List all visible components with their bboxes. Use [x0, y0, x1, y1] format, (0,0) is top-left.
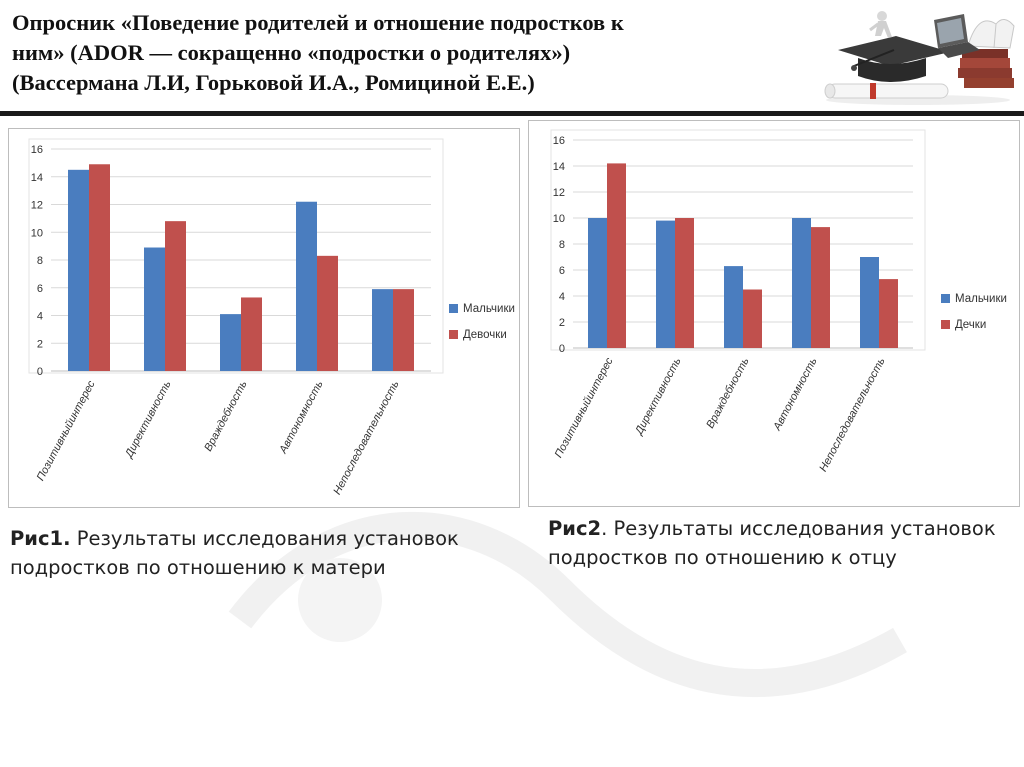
bar-boys: [144, 248, 165, 371]
y-tick-label: 6: [558, 265, 565, 277]
bar-girls: [89, 164, 110, 371]
y-tick-label: 6: [36, 282, 43, 295]
bar-boys: [372, 289, 393, 371]
legend-swatch: [449, 304, 458, 313]
y-tick-label: 4: [558, 291, 565, 303]
x-category-label: Позитивныйинтерес: [34, 378, 98, 483]
bar-girls: [675, 218, 694, 348]
y-tick-label: 8: [558, 239, 565, 251]
bar-girls: [241, 297, 262, 371]
caption-text: . Результаты исследования установок подростков по отношению к отцу: [548, 517, 996, 569]
chart-mother-svg: [9, 129, 519, 507]
legend-swatch: [449, 330, 458, 339]
caption-label: Рис2: [548, 517, 602, 540]
x-category-label: Позитивныйинтерес: [552, 355, 616, 460]
diploma-scroll-icon: [825, 83, 948, 99]
bar-boys: [656, 221, 675, 348]
bar-girls: [607, 163, 626, 348]
x-category-label: Автономность: [771, 355, 820, 433]
bar-girls: [165, 221, 186, 371]
x-category-label: Враждебность: [202, 378, 250, 454]
person-figure-icon: [870, 11, 892, 38]
bar-boys: [220, 314, 241, 371]
x-category-label: Непоследовательность: [331, 378, 402, 497]
y-tick-label: 4: [36, 310, 43, 323]
title-line: ним» (ADOR — сокращенно «подростки о родителях»): [12, 40, 571, 65]
y-tick-label: 14: [552, 161, 565, 173]
y-tick-label: 0: [558, 343, 565, 355]
y-tick-label: 2: [36, 338, 43, 351]
bar-girls: [811, 227, 830, 348]
y-tick-label: 12: [30, 199, 43, 212]
y-tick-label: 16: [30, 144, 43, 156]
bar-girls: [393, 289, 414, 371]
graduation-illustration: [818, 6, 1018, 106]
caption-figure-2: [548, 514, 1018, 572]
y-tick-label: 0: [36, 366, 43, 378]
chart-father-svg: [529, 121, 1019, 506]
y-tick-label: 12: [552, 187, 565, 199]
bar-girls: [743, 290, 762, 349]
caption-figure-1: [10, 524, 530, 582]
y-tick-label: 16: [552, 135, 565, 147]
x-category-label: Директивность: [633, 355, 684, 437]
bar-girls: [317, 256, 338, 371]
legend-label: Мальчики: [463, 303, 515, 315]
bar-boys: [588, 218, 607, 348]
legend-label: Девочки: [463, 329, 507, 341]
x-category-label: Автономность: [277, 378, 326, 456]
caption-text: Результаты исследования установок подростков по отношению к матери: [10, 527, 459, 579]
legend-swatch: [941, 294, 950, 303]
page-title: [12, 8, 812, 98]
books-icon: [958, 19, 1014, 88]
legend-label: Мальчики: [955, 293, 1007, 305]
y-tick-label: 10: [552, 213, 565, 225]
y-tick-label: 2: [558, 317, 565, 329]
y-tick-label: 10: [30, 227, 43, 240]
bar-boys: [724, 266, 743, 348]
bar-girls: [879, 279, 898, 348]
bar-boys: [792, 218, 811, 348]
x-category-label: Непоследовательность: [817, 355, 888, 474]
legend-label: Дечки: [955, 319, 987, 331]
y-tick-label: 8: [36, 255, 43, 267]
bar-boys: [68, 170, 89, 371]
y-tick-label: 14: [30, 171, 43, 184]
bar-boys: [860, 257, 879, 348]
caption-label: Рис1.: [10, 527, 71, 550]
bar-boys: [296, 202, 317, 371]
chart-mother: [8, 128, 520, 508]
title-line: Опросник «Поведение родителей и отношение подростков к: [12, 10, 624, 35]
x-category-label: Враждебность: [704, 355, 752, 431]
legend-swatch: [941, 320, 950, 329]
chart-father: [528, 120, 1020, 507]
x-category-label: Директивность: [123, 378, 174, 460]
title-line: (Вассермана Л.И, Горьковой И.А., Ромициной Е.Е.): [12, 70, 535, 95]
title-divider: [0, 111, 1024, 116]
graduation-cap-icon: [838, 36, 950, 82]
